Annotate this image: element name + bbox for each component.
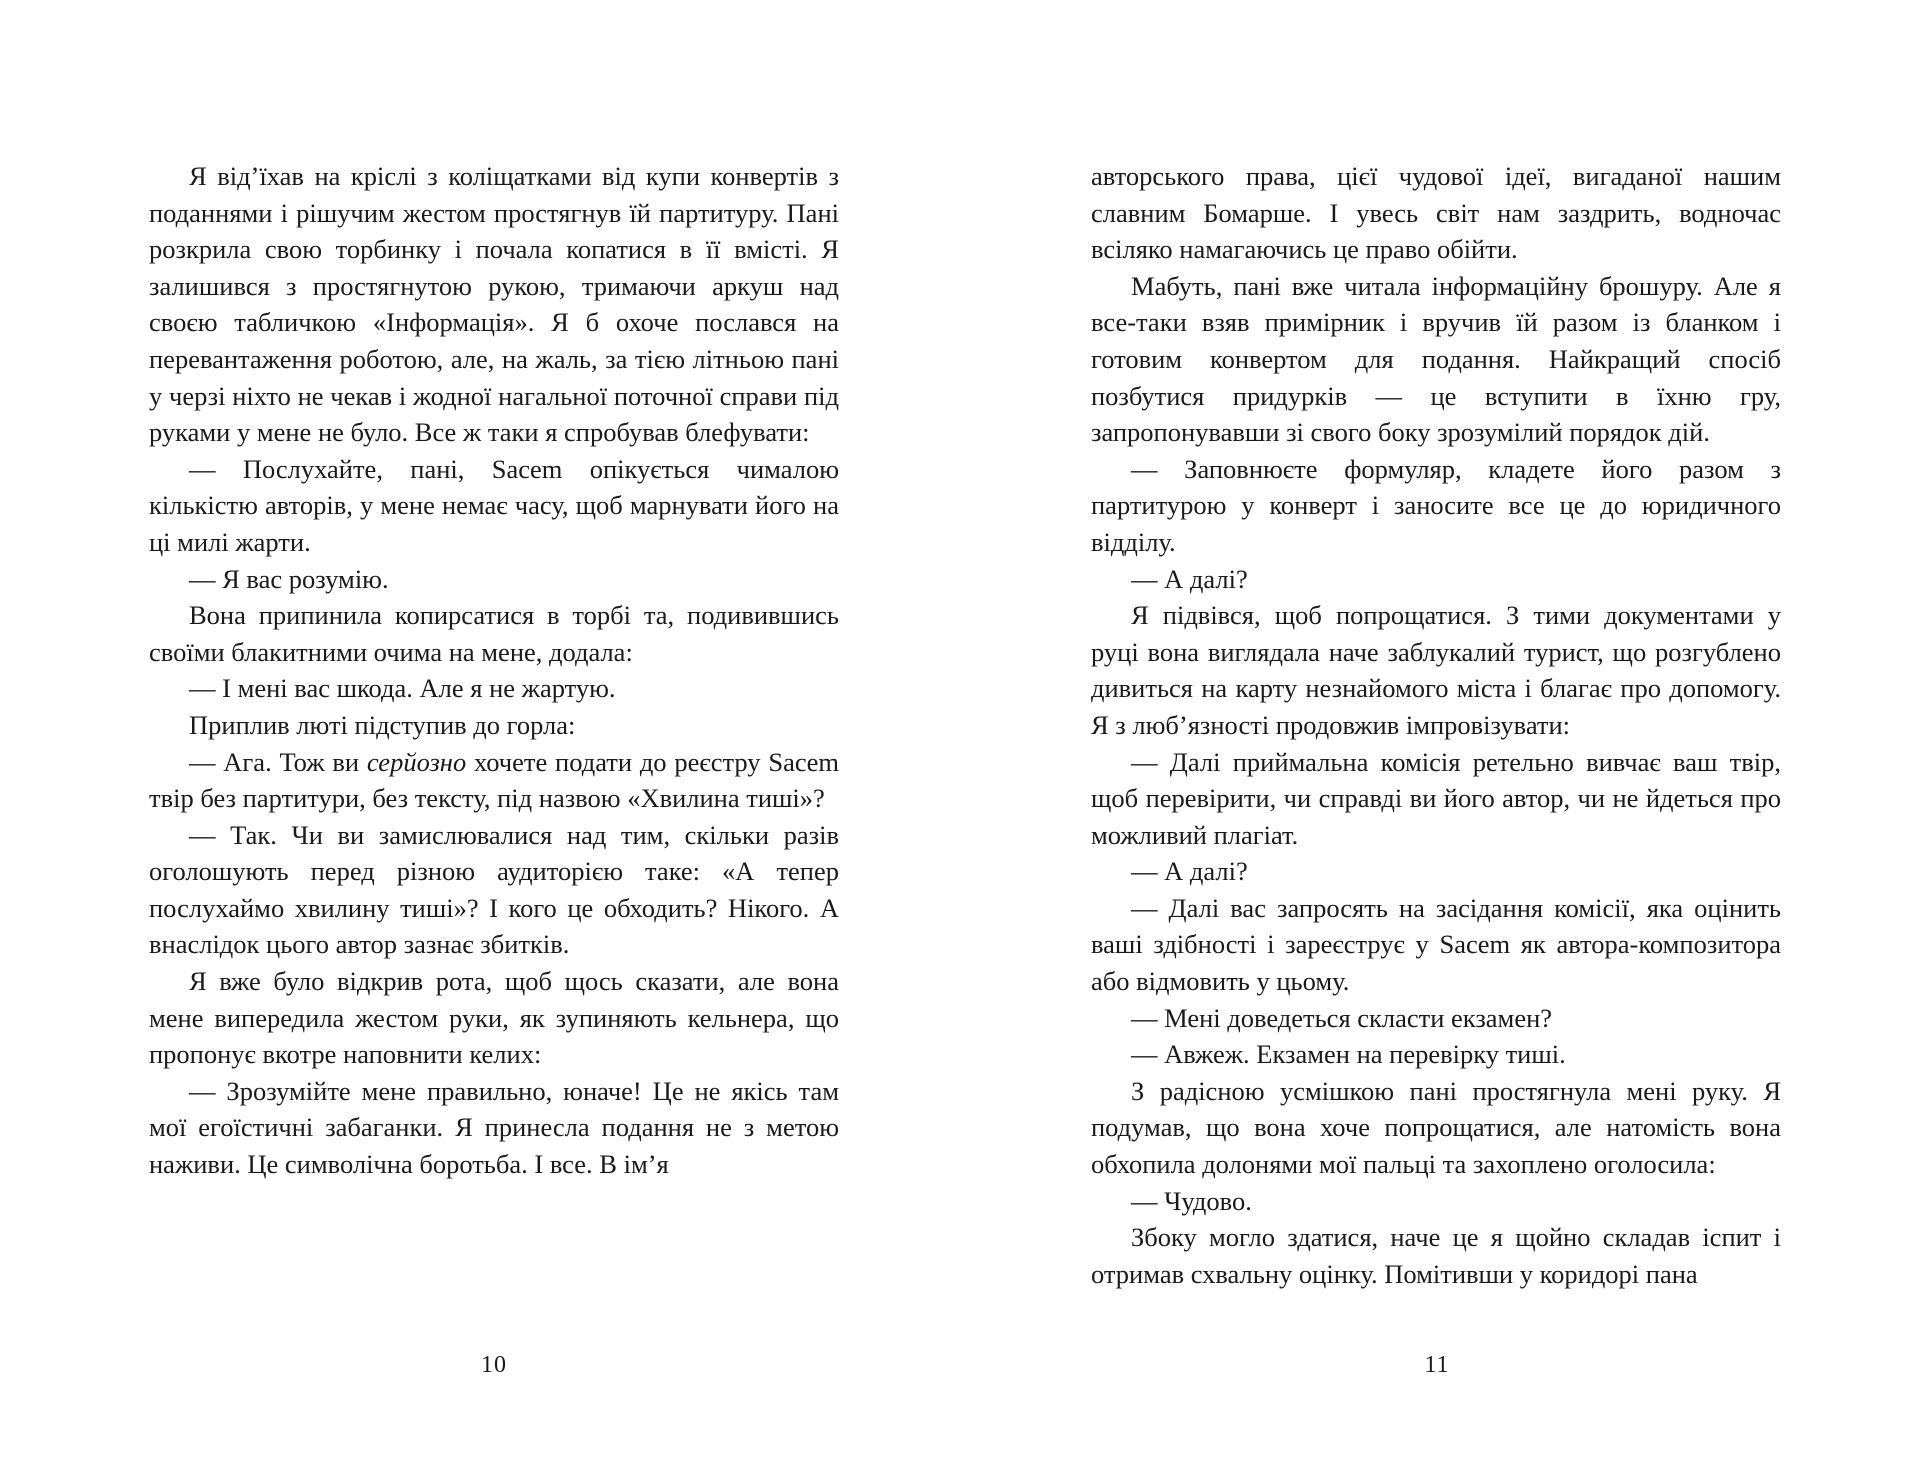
paragraph: Приплив люті підступив до горла:	[189, 709, 576, 740]
paragraph: Мабуть, пані вже читала інформаційну брошуру. Але я все-таки взяв примірник і вручив їй разом із бланком і готовим конвертом для подання. Найкращий спосіб позбутися придурків — це вступити в їхню гру, запропонувавши зі свого боку зрозумілий порядок дій.	[1091, 270, 1781, 448]
paragraph: Збоку могло здатися, наче це я щойно складав іспит і отримав схвальну оцінку. Помітивши у коридорі пана	[1091, 1222, 1781, 1289]
paragraph: З радісною усмішкою пані простягнула мені руку. Я подумав, що вона хоче попрощатися, але натомість вона обхопила долонями мої пальці та захоплено оголосила:	[1091, 1075, 1781, 1180]
paragraph: Я від’їхав на кріслі з коліщатками від купи конвертів з поданнями і рішучим жестом простягнув їй партитуру. Пані розкрила свою торбинку і почала копатися в її вмісті. Я залишився з простягнутою рукою, тримаючи аркуш над своєю табличкою «Інформація». Я б охоче послався на перевантаження роботою, але, на жаль, за тією літньою пані у черзі ніхто не чекав і жодної нагальної поточної справи під руками у мене не було. Все ж таки я спробував блефувати:	[149, 161, 839, 448]
paragraph-with-emphasis	[149, 744, 839, 817]
paragraph: — Зрозумійте мене правильно, юначе! Це не якісь там мої егоїстичні забаганки. Я принесла подання не з метою наживи. Це символічна боротьба. І все. В ім’я	[149, 1075, 839, 1180]
paragraph: — І мені вас шкода. Але я не жартую.	[189, 673, 616, 704]
page-number: 10	[481, 1352, 507, 1378]
paragraph: — Далі приймальна комісія ретельно вивчає ваш твір, щоб перевірити, чи справді ви його автор, чи не йдеться про можливий плагіат.	[1091, 746, 1781, 850]
paragraph: Я вже було відкрив рота, щоб щось сказати, але вона мене випередила жестом руки, як зупиняють кельнера, що пропонує вкотре наповнити келих:	[149, 966, 839, 1070]
right-page	[960, 0, 1920, 1477]
right-page-text	[1091, 158, 1781, 1292]
paragraph-text: — Ага. Тож ви	[189, 746, 367, 777]
paragraph: — Чудово.	[1131, 1185, 1252, 1216]
paragraph: — А далі?	[1131, 563, 1248, 594]
paragraph: — А далі?	[1131, 856, 1248, 887]
paragraph: — Я вас розумію.	[189, 563, 389, 594]
paragraph: — Авжеж. Екзамен на перевірку тиші.	[1131, 1039, 1566, 1070]
paragraph: — Послухайте, пані, Sacem опікується чималою кількістю авторів, у мене немає часу, щоб марнувати його на ці милі жарти.	[149, 453, 839, 557]
paragraph: — Далі вас запросять на засідання комісії, яка оцінить ваші здібності і зареєструє у Sacem як автора-композитора або відмовить у цьому.	[1091, 892, 1781, 997]
paragraph: — Заповнюєте формуляр, кладете його разом з партитурою у конверт і заносите все це до юридичного відділу.	[1091, 453, 1781, 557]
left-page-text	[149, 158, 839, 1183]
paragraph: — Так. Чи ви замислювалися над тим, скільки разів оголошують перед різною аудиторією таке: «А тепер послухаймо хвилину тиші»? І кого це обходить? Нікого. А внаслідок цього автор зазнає збитків.	[149, 819, 839, 960]
emphasis-text: серйозно	[366, 746, 467, 777]
paragraph: — Мені доведеться скласти екзамен?	[1131, 1002, 1553, 1033]
paragraph: Я підвівся, щоб попрощатися. З тими документами у руці вона виглядала наче заблукалий турист, що розгублено дивиться на карту незнайомого міста і благає про допомогу. Я з люб’язності продовжив імпровізувати:	[1091, 600, 1781, 740]
paragraph: Вона припинила копирсатися в торбі та, подивившись своїми блакитними очима на мене, додала:	[149, 600, 839, 667]
paragraph-continuation: авторського права, цієї чудової ідеї, вигаданої нашим славним Бомарше. І увесь світ нам заздрить, водночас всіляко намагаючись це право обійти.	[1091, 161, 1781, 265]
paragraph-text: хочете подати до реєстру Sacem твір без партитури, без тексту, під назвою «Хвилина тиші»?	[149, 746, 839, 814]
page-number: 11	[1424, 1352, 1450, 1378]
